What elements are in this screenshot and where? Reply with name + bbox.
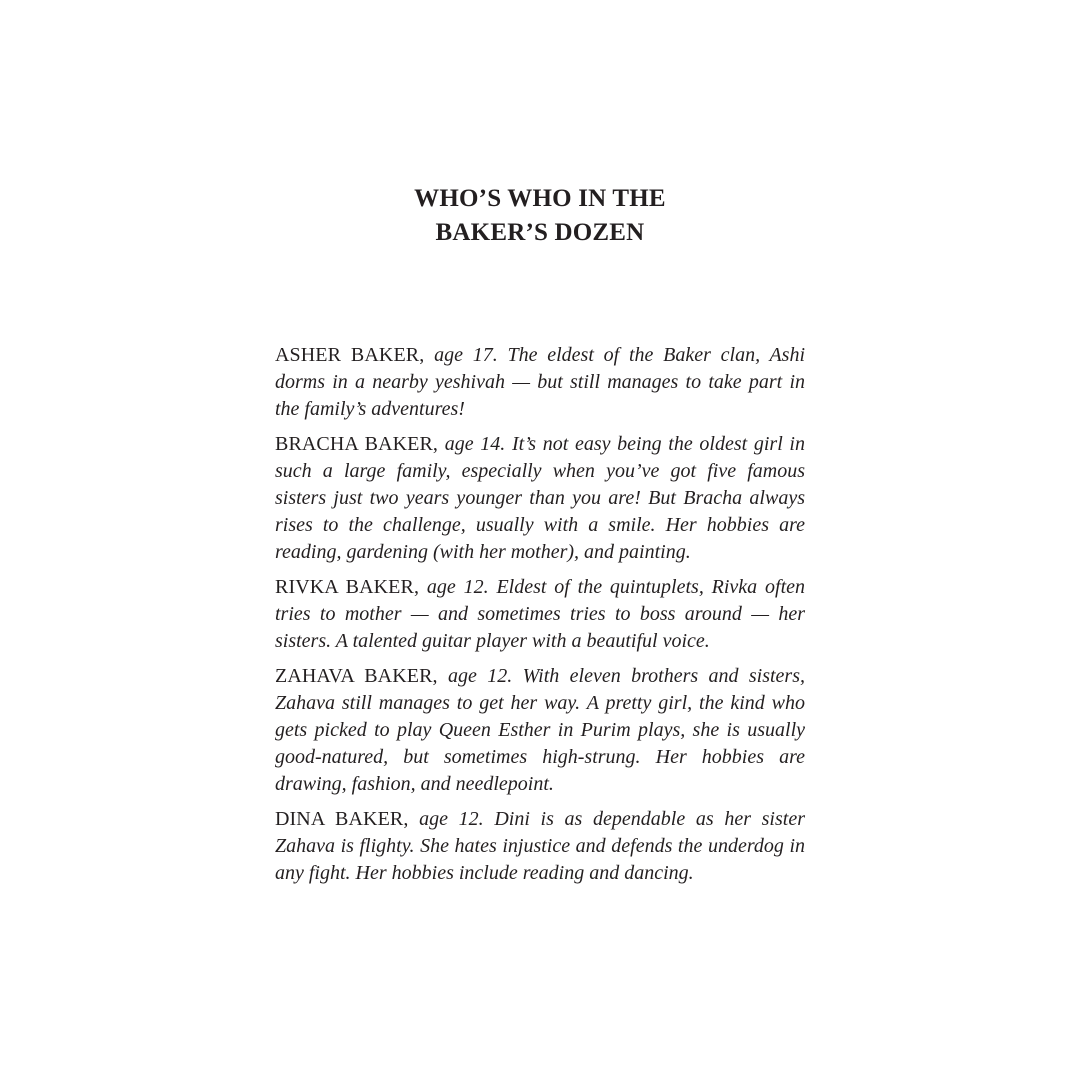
character-name: ASHER BAKER, [275,344,425,366]
character-entry-bracha [275,431,805,566]
page-title-line-1: WHO’S WHO IN THE [414,185,666,212]
character-age: age 12. [419,808,484,830]
character-entry-rivka [275,574,805,655]
character-description: It’s not easy being the oldest girl in such a large family, especially when you’ve got five famous sisters just two years younger than you are! But Bracha always rises to the challenge, usually with a smile. Her hobbies are reading, gardening (with her mother), and painting. [275,433,805,563]
character-list [275,342,805,895]
character-name: RIVKA BAKER, [275,576,420,598]
character-description: Eldest of the quintuplets, Rivka often tries to mother — and sometimes tries to boss around — her sisters. A talented guitar player with a beautiful voice. [275,576,806,652]
character-description: Dini is as dependable as her sister Zahava is flighty. She hates injustice and defends the underdog in any fight. Her hobbies include reading and dancing. [275,808,805,884]
character-description: With eleven brothers and sisters, Zahava still manages to get her way. A pretty girl, the kind who gets picked to play Queen Esther in Purim plays, she is usually good-natured, but sometimes high-strung. Her hobbies are drawing, fashion, and needlepoint. [275,665,805,795]
character-age: age 12. [448,665,513,687]
character-description: The eldest of the Baker clan, Ashi dorms in a nearby yeshivah — but still manages to take part in the family’s adventures! [275,344,806,420]
character-age: age 14. [444,433,506,455]
character-age: age 17. [434,344,498,366]
character-entry-dina [275,806,805,887]
page-title-line-2: BAKER’S DOZEN [435,219,645,246]
character-entry-asher [275,342,805,423]
character-entry-zahava [275,663,805,798]
page-title [0,182,1080,250]
character-name: ZAHAVA BAKER, [275,665,438,687]
character-name: BRACHA BAKER, [275,433,439,455]
character-name: DINA BAKER, [275,808,409,830]
character-age: age 12. [426,576,489,598]
